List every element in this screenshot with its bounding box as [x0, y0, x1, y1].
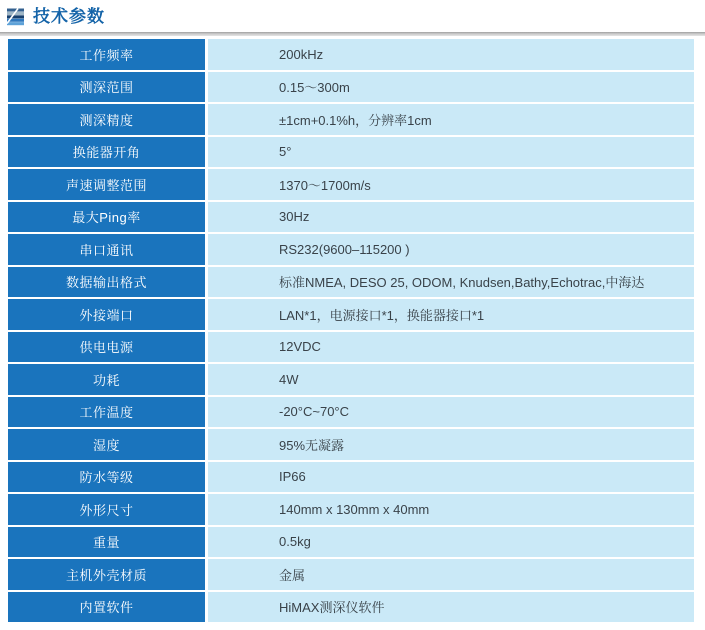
spec-label-cell: 工作温度	[8, 397, 205, 428]
spec-row	[8, 72, 694, 103]
spec-label-cell: 工作频率	[8, 39, 205, 70]
spec-label-cell: 功耗	[8, 364, 205, 395]
spec-label-cell: 湿度	[8, 429, 205, 460]
spec-value-cell: 30Hz	[208, 202, 694, 233]
spec-value-cell: 0.5kg	[208, 527, 694, 558]
spec-label-cell: 内置软件	[8, 592, 205, 623]
spec-value-cell: 5°	[208, 137, 694, 168]
section-header	[0, 0, 705, 28]
spec-row	[8, 234, 694, 265]
spec-value-cell: -20°C~70°C	[208, 397, 694, 428]
spec-value-cell: 0.15～300m	[208, 72, 694, 103]
spec-value-cell: 1370～1700m/s	[208, 169, 694, 200]
spec-label-cell: 测深范围	[8, 72, 205, 103]
spec-row	[8, 462, 694, 493]
spec-row	[8, 202, 694, 233]
spec-label-cell: 串口通讯	[8, 234, 205, 265]
spec-value-cell: 140mm x 130mm x 40mm	[208, 494, 694, 525]
spec-value-cell: RS232(9600–115200 )	[208, 234, 694, 265]
spec-row	[8, 527, 694, 558]
spec-row	[8, 429, 694, 460]
spec-label-cell: 外接端口	[8, 299, 205, 330]
spec-value-cell: 200kHz	[208, 39, 694, 70]
spec-value-cell: IP66	[208, 462, 694, 493]
spec-row	[8, 104, 694, 135]
spec-value-cell: 95%无凝露	[208, 429, 694, 460]
spec-value-cell: 4W	[208, 364, 694, 395]
spec-label-cell: 主机外壳材质	[8, 559, 205, 590]
spec-label-cell: 最大Ping率	[8, 202, 205, 233]
spec-value-cell: 12VDC	[208, 332, 694, 363]
spec-label-cell: 测深精度	[8, 104, 205, 135]
spec-row	[8, 267, 694, 298]
spec-value-cell: ±1cm+0.1%h，分辨率1cm	[208, 104, 694, 135]
spec-label-cell: 供电电源	[8, 332, 205, 363]
spec-value-cell: LAN*1，电源接口*1，换能器接口*1	[208, 299, 694, 330]
spec-row	[8, 364, 694, 395]
page-title: 技术参数	[33, 7, 105, 26]
spec-row	[8, 137, 694, 168]
spec-label-cell: 外形尺寸	[8, 494, 205, 525]
spec-value-cell: 金属	[208, 559, 694, 590]
spec-table	[8, 39, 694, 622]
spec-row	[8, 494, 694, 525]
layered-stripes-icon	[6, 7, 26, 27]
spec-label-cell: 防水等级	[8, 462, 205, 493]
spec-row	[8, 169, 694, 200]
spec-row	[8, 592, 694, 623]
section-divider	[0, 32, 705, 36]
spec-value-cell: 标准NMEA, DESO 25, ODOM, Knudsen,Bathy,Echotrac,中海达	[208, 267, 694, 298]
spec-row	[8, 39, 694, 70]
spec-label-cell: 换能器开角	[8, 137, 205, 168]
spec-row	[8, 397, 694, 428]
spec-row	[8, 332, 694, 363]
spec-label-cell: 声速调整范围	[8, 169, 205, 200]
spec-row	[8, 559, 694, 590]
spec-label-cell: 数据输出格式	[8, 267, 205, 298]
spec-row	[8, 299, 694, 330]
spec-label-cell: 重量	[8, 527, 205, 558]
spec-value-cell: HiMAX测深仪软件	[208, 592, 694, 623]
